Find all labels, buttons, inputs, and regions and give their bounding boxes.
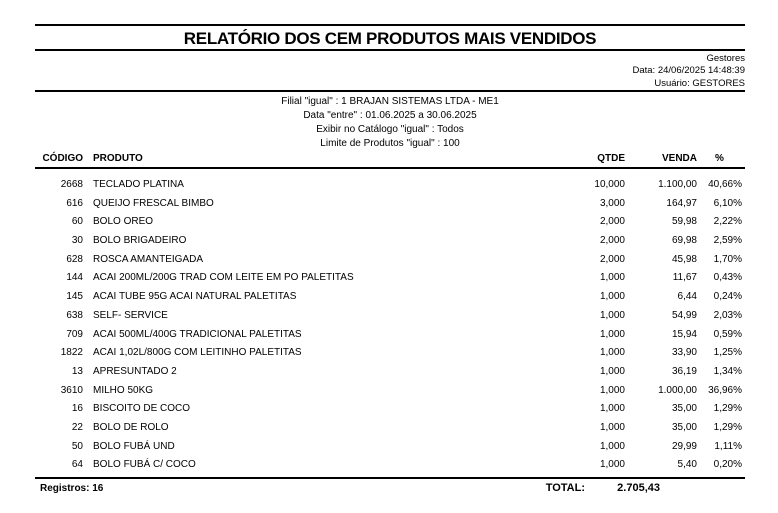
- records-count: Registros: 16: [40, 483, 104, 494]
- filter-criteria: [35, 95, 745, 151]
- cell-qty: 1,000: [599, 403, 625, 415]
- cell-code: 144: [66, 272, 83, 284]
- cell-product: ACAI 500ML/400G TRADICIONAL PALETITAS: [93, 328, 302, 340]
- cell-pct: 1,25%: [713, 347, 742, 359]
- cell-sale: 15,94: [671, 328, 697, 340]
- cell-pct: 6,10%: [713, 197, 742, 209]
- product-table: [0, 176, 778, 475]
- cell-pct: 0,43%: [713, 272, 742, 284]
- cell-code: 628: [66, 253, 83, 265]
- table-row: [0, 269, 778, 288]
- cell-qty: 10,000: [594, 179, 625, 190]
- cell-product: APRESUNTADO 2: [93, 365, 177, 377]
- cell-code: 638: [66, 309, 83, 321]
- table-row: [0, 438, 778, 457]
- cell-product: SELF- SERVICE: [93, 309, 168, 321]
- cell-sale: 35,00: [671, 421, 697, 433]
- title-bottom-rule: [35, 49, 745, 51]
- cell-sale: 6,44: [677, 291, 697, 303]
- filter-catalogo: Exibir no Catálogo "igual" : Todos: [316, 124, 464, 135]
- cell-pct: 36,96%: [708, 384, 742, 396]
- cell-code: 1822: [60, 347, 83, 359]
- column-header-produto: PRODUTO: [93, 153, 143, 164]
- footer-top-rule: [35, 477, 745, 479]
- cell-qty: 1,000: [599, 272, 625, 284]
- column-header-qtde: QTDE: [597, 153, 625, 164]
- cell-product: ACAI 1,02L/800G COM LEITINHO PALETITAS: [93, 347, 302, 359]
- filter-filial: Filial "igual" : 1 BRAJAN SISTEMAS LTDA - ME1: [281, 96, 499, 107]
- cell-qty: 1,000: [599, 421, 625, 433]
- cell-sale: 54,99: [671, 309, 697, 321]
- table-row: [0, 326, 778, 345]
- cell-product: BOLO FUBÁ UND: [93, 440, 175, 452]
- cell-sale: 45,98: [671, 253, 697, 265]
- cell-product: BOLO OREO: [93, 216, 154, 228]
- cell-code: 64: [71, 459, 83, 471]
- cell-qty: 1,000: [599, 459, 625, 471]
- cell-pct: 1,29%: [713, 421, 742, 433]
- cell-pct: 1,70%: [713, 253, 742, 265]
- cell-sale: 1.000,00: [658, 384, 697, 396]
- filter-data: Data "entre" : 01.06.2025 a 30.06.2025: [303, 110, 477, 121]
- cell-pct: 0,59%: [713, 328, 742, 340]
- table-row: [0, 176, 778, 195]
- cell-code: 145: [66, 291, 83, 303]
- cell-pct: 2,03%: [713, 309, 742, 321]
- total-value: 2.705,43: [617, 482, 660, 494]
- cell-pct: 2,59%: [713, 235, 742, 247]
- cell-product: BISCOITO DE COCO: [93, 403, 191, 415]
- cell-sale: 59,98: [671, 216, 697, 228]
- cell-qty: 1,000: [599, 328, 625, 340]
- table-row: [0, 382, 778, 401]
- cell-code: 709: [66, 328, 83, 340]
- filter-limite: Limite de Produtos "igual" : 100: [320, 138, 460, 149]
- column-header-codigo: CÓDIGO: [42, 153, 83, 164]
- title-top-rule: [35, 24, 745, 26]
- cell-sale: 36,19: [671, 365, 697, 377]
- cell-product: MILHO 50KG: [93, 384, 154, 396]
- meta-group: Gestores: [706, 53, 745, 64]
- meta-datetime: Data: 24/06/2025 14:48:39: [632, 65, 745, 77]
- cell-product: BOLO BRIGADEIRO: [93, 235, 187, 247]
- table-row: [0, 456, 778, 475]
- table-row: [0, 251, 778, 270]
- cell-qty: 1,000: [599, 309, 625, 321]
- cell-qty: 1,000: [599, 365, 625, 377]
- cell-qty: 3,000: [599, 197, 625, 209]
- cell-pct: 0,24%: [713, 291, 742, 303]
- cell-pct: 1,34%: [713, 365, 742, 377]
- column-header-venda: VENDA: [661, 153, 697, 164]
- cell-sale: 29,99: [671, 440, 697, 452]
- cell-code: 60: [71, 216, 83, 228]
- cell-qty: 1,000: [599, 291, 625, 303]
- table-row: [0, 195, 778, 214]
- table-row: [0, 400, 778, 419]
- total-label: TOTAL:: [545, 482, 585, 494]
- cell-sale: 5,40: [677, 459, 697, 471]
- cell-code: 30: [71, 235, 83, 247]
- meta-bottom-rule: [35, 90, 745, 92]
- report-meta: [632, 53, 745, 90]
- table-row: [0, 363, 778, 382]
- cell-pct: 1,11%: [714, 440, 742, 452]
- cell-code: 22: [71, 421, 83, 433]
- cell-sale: 11,67: [672, 272, 697, 284]
- cell-pct: 40,66%: [708, 179, 742, 190]
- cell-pct: 1,29%: [713, 403, 742, 415]
- meta-user: Usuário: GESTORES: [654, 77, 745, 89]
- cell-qty: 2,000: [599, 216, 625, 228]
- cell-product: ACAI 200ML/200G TRAD COM LEITE EM PO PALETITAS: [93, 272, 354, 284]
- cell-product: TECLADO PLATINA: [93, 179, 184, 190]
- cell-code: 2668: [60, 179, 83, 190]
- column-header-percent: %: [715, 153, 724, 164]
- cell-code: 13: [71, 365, 83, 377]
- cell-sale: 33,90: [671, 347, 697, 359]
- table-row: [0, 307, 778, 326]
- cell-pct: 2,22%: [713, 216, 742, 228]
- cell-code: 616: [66, 197, 83, 209]
- table-row: [0, 288, 778, 307]
- table-row: [0, 344, 778, 363]
- cell-pct: 0,20%: [713, 459, 742, 471]
- cell-code: 50: [71, 440, 83, 452]
- header-bottom-rule: [35, 167, 745, 169]
- table-row: [0, 232, 778, 251]
- cell-code: 3610: [60, 384, 83, 396]
- cell-product: ROSCA AMANTEIGADA: [93, 253, 204, 265]
- page-title: RELATÓRIO DOS CEM PRODUTOS MAIS VENDIDOS: [183, 29, 597, 48]
- cell-qty: 1,000: [599, 347, 625, 359]
- cell-qty: 1,000: [599, 440, 625, 452]
- cell-product: BOLO FUBÁ C/ COCO: [93, 459, 196, 471]
- cell-sale: 69,98: [671, 235, 697, 247]
- table-row: [0, 213, 778, 232]
- cell-qty: 2,000: [599, 253, 625, 265]
- cell-product: ACAI TUBE 95G ACAI NATURAL PALETITAS: [93, 291, 297, 303]
- cell-qty: 1,000: [599, 384, 625, 396]
- cell-code: 16: [71, 403, 83, 415]
- cell-qty: 2,000: [599, 235, 625, 247]
- cell-product: BOLO DE ROLO: [93, 421, 169, 433]
- table-row: [0, 419, 778, 438]
- cell-product: QUEIJO FRESCAL BIMBO: [93, 197, 214, 209]
- cell-sale: 35,00: [671, 403, 697, 415]
- cell-sale: 164,97: [666, 197, 697, 209]
- cell-sale: 1.100,00: [658, 179, 697, 190]
